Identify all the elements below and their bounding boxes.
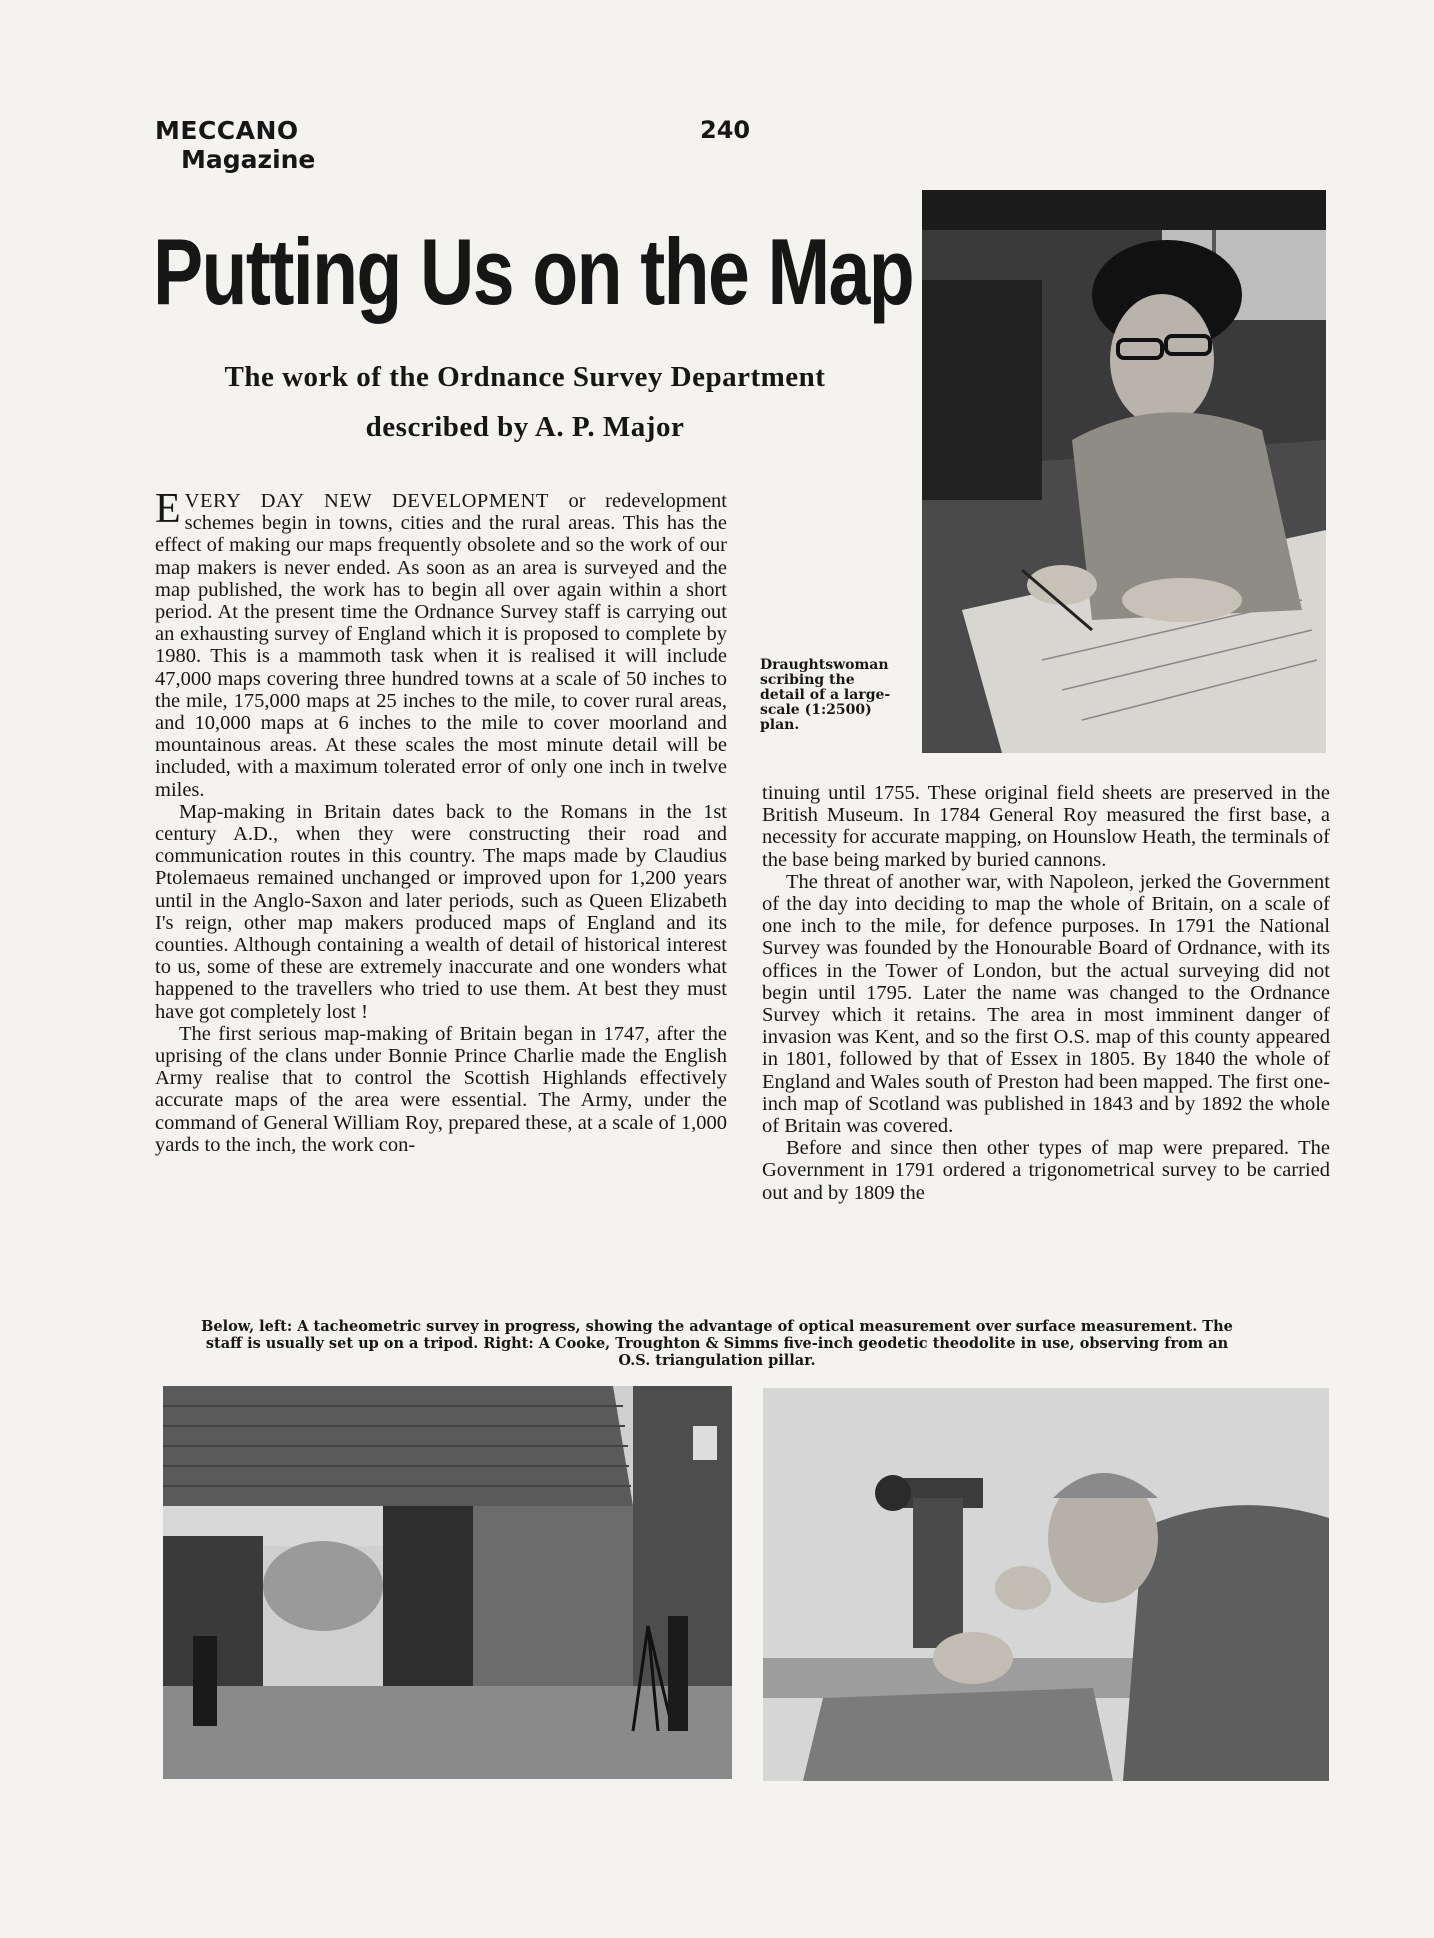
article-title: Putting Us on the Map: [153, 219, 914, 324]
page-number: 240: [700, 116, 751, 144]
magazine-subname: Magazine: [181, 145, 316, 174]
paragraph-3: The first serious map-making of Britain began in 1747, after the uprising of the clans under Bonnie Prince Charlie made the English Army realise that to control the Scottish Highlands effectively accurate maps of the area were essential. The Army, under the command of General William Roy, prepared these, at a scale of 1,000 yards to the inch, the work con-: [155, 1022, 727, 1156]
masthead: [155, 116, 315, 174]
lead-in: VERY DAY NEW DEVELOPMENT: [184, 490, 549, 512]
subtitle-line-1: The work of the Ordnance Survey Department: [224, 361, 826, 393]
paragraph-4: The threat of another war, with Napoleon, jerked the Government of the day into deciding to map the whole of Britain, on a scale of one inch to the mile, for defence purposes. In 1791 the National Survey was founded by the Honourable Board of Ordnance, with its offices in the Tower of London, but the actual surveying did not begin until 1795. Later the name was changed to the Ordnance Survey which it retains. The area in most imminent danger of invasion was Kent, and so the first O.S. map of this county appeared in 1801, followed by that of Essex in 1805. By 1840 the whole of England and Wales south of Preston had been mapped. The first one-inch map of Scotland was published in 1843 and by 1892 the whole of Britain was covered.: [762, 870, 1330, 1138]
tacheometric-survey-photo: [163, 1386, 732, 1779]
paragraph-1-text: or redevelopment schemes begin in towns, cities and the rural areas. This has the effect of making our maps frequently obsolete and so the work of our map makers is never ended. As soon as an area is surveyed and the map published, the work has to begin all over again within a short period. At the present time the Ordnance Survey staff is carrying out an exhausting survey of England which it is proposed to complete by 1980. This is a mammoth task when it is realised it will include 47,000 maps covering three hundred towns at a scale of 50 inches to the mile, 175,000 maps at 25 inches to the mile, to cover rural areas, and 10,000 maps at 6 inches to the mile to cover moorland and mountainous areas. At these scales the most minute detail will be included, with a maximum tolerated error of only one inch in twelve miles.: [155, 490, 727, 801]
paragraph-3-continued: tinuing until 1755. These original field sheets are preserved in the British Museum. In 1784 General Roy measured the first base, a necessity for accurate mapping, on Hounslow Heath, the terminals of the base being marked by buried cannons.: [762, 782, 1330, 871]
byline: described by A. P. Major: [365, 411, 685, 443]
paragraph-2: Map-making in Britain dates back to the Romans in the 1st century A.D., when they were constructing their road and communication routes in this country. The maps made by Claudius Ptolemaeus remained unchanged or improved upon for 1,200 years until in the Anglo-Saxon and later periods, such as Queen Elizabeth I's reign, other map makers produced maps of England and its counties. Although containing a wealth of detail of historical interest to us, some of these are extremely inaccurate and one wonders what happened to the travellers who tried to use them. At best they must have got completely lost !: [155, 800, 727, 1023]
paragraph-5: Before and since then other types of map were prepared. The Government in 1791 ordered a trigonometrical survey to be carried out and by 1809 the: [762, 1137, 1330, 1204]
draughtswoman-photo: [922, 190, 1326, 753]
theodolite-photo: [763, 1388, 1329, 1781]
magazine-name: MECCANO: [155, 116, 299, 145]
article-column-1: [155, 486, 727, 1156]
paragraph-1: [155, 486, 727, 801]
article-column-2: [762, 782, 1330, 1204]
bottom-photos-caption: Below, left: A tacheometric survey in progress, showing the advantage of optical measurement over surface measurement. The staff is usually set up on a tripod. Right: A Cooke, Troughton & Simms five-inch geodetic theodolite in use, observing from an O.S. triangulation pillar.: [201, 1318, 1233, 1369]
drop-cap: E: [155, 486, 181, 532]
top-photo-caption: Draughtswoman scribing the detail of a large-scale (1:2500) plan.: [760, 657, 891, 733]
article-subtitle: [160, 352, 890, 452]
